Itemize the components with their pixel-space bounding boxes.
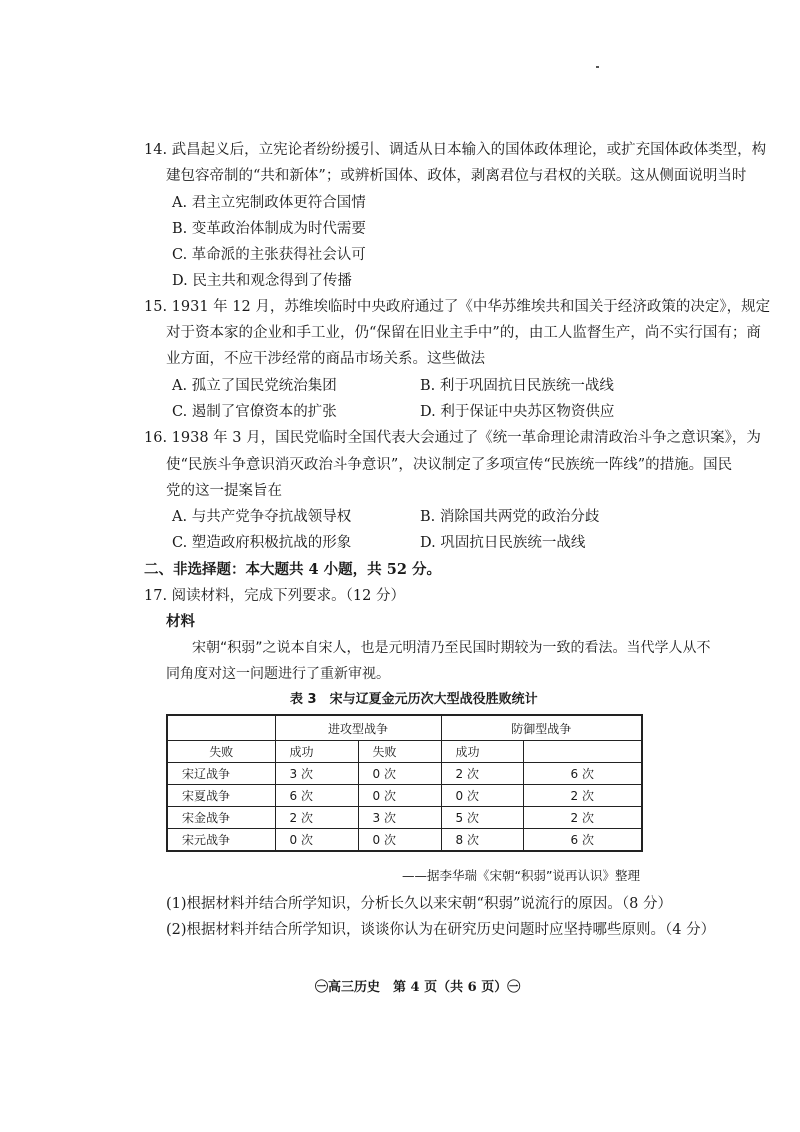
- table-cell: 3 次: [358, 807, 441, 829]
- table-row-name: 宋元战争: [167, 829, 275, 852]
- q14-option-d: D. 民主共和观念得到了传播: [172, 273, 352, 289]
- table-caption: 表 3 宋与辽夏金元历次大型战役胜败统计: [290, 692, 538, 707]
- table-cell: 0 次: [275, 829, 358, 852]
- q17-material-label: 材料: [166, 613, 195, 630]
- table-cell: 6 次: [523, 829, 642, 852]
- q16-option-a: A. 与共产党争夺抗战领导权: [172, 509, 352, 525]
- q16-option-d: D. 巩固抗日民族统一战线: [420, 535, 586, 551]
- q16-line-3: 党的这一提案旨在: [166, 483, 282, 499]
- table-row-name: 宋金战争: [167, 807, 275, 829]
- battle-stats-table: [166, 714, 643, 852]
- table-cell: 2 次: [275, 807, 358, 829]
- table-cell: 6 次: [523, 763, 642, 785]
- table-cell: 2 次: [441, 763, 523, 785]
- q16-line-2: 使“民族斗争意识消灭政治斗争意识”，决议制定了多项宣传“民族统一阵线”的措施。国民: [166, 457, 733, 473]
- q14-line-2: 建包容帝制的“共和新体”；或辨析国体、政体，剥离君位与君权的关联。这从侧面说明当时: [166, 168, 747, 184]
- table-cell: 0 次: [358, 829, 441, 852]
- table-row-header-label: 失败: [167, 741, 275, 763]
- q16-option-c: C. 塑造政府积极抗战的形象: [172, 535, 352, 551]
- table-row: [167, 785, 642, 807]
- table-cell: 2 次: [523, 785, 642, 807]
- q14-line-1: 14. 武昌起义后，立宪论者纷纷援引、调适从日本输入的国体政体理论，或扩充国体政体类型，构: [144, 142, 767, 158]
- table-sub-header: 成功: [441, 741, 523, 763]
- table-sub-header: [523, 741, 642, 763]
- section-2-heading: 二、非选择题：本大题共 4 小题，共 52 分。: [144, 561, 441, 578]
- q14-option-b: B. 变革政治体制成为时代需要: [172, 221, 366, 237]
- table-sub-header: 成功: [275, 741, 358, 763]
- table-group-header-row: [167, 715, 642, 741]
- q15-line-1: 15. 1931 年 12 月，苏维埃临时中央政府通过了《中华苏维埃共和国关于经济政策的决定》，规定: [144, 299, 771, 315]
- q14-option-c: C. 革命派的主张获得社会认可: [172, 247, 366, 263]
- table-cell: 6 次: [275, 785, 358, 807]
- table-cell: 8 次: [441, 829, 523, 852]
- table-cell: 0 次: [358, 785, 441, 807]
- q15-option-b: B. 利于巩固抗日民族统一战线: [420, 378, 614, 394]
- table-row-name: 宋辽战争: [167, 763, 275, 785]
- q16-line-1: 16. 1938 年 3 月，国民党临时全国代表大会通过了《统一革命理论肃清政治斗争之意识案》，为: [144, 430, 761, 446]
- q15-option-d: D. 利于保证中央苏区物资供应: [420, 404, 615, 420]
- table-row-name: 宋夏战争: [167, 785, 275, 807]
- table-sub-header-row: [167, 741, 642, 763]
- table-cell: 3 次: [275, 763, 358, 785]
- table-cell: 5 次: [441, 807, 523, 829]
- page-footer: ㊀高三历史 第 4 页（共 6 页）㊀: [315, 980, 521, 995]
- table-sub-header: 失败: [358, 741, 441, 763]
- q15-option-c: C. 遏制了官僚资本的扩张: [172, 404, 337, 420]
- table-cell: 2 次: [523, 807, 642, 829]
- q17-subquestion-2: (2)根据材料并结合所学知识，谈谈你认为在研究历史问题时应坚持哪些原则。（4 分）: [166, 922, 716, 938]
- q16-option-b: B. 消除国共两党的政治分歧: [420, 509, 600, 525]
- q14-option-a: A. 君主立宪制政体更符合国情: [172, 195, 366, 211]
- table-row: [167, 807, 642, 829]
- q15-option-a: A. 孤立了国民党统治集团: [172, 378, 337, 394]
- table-header-defensive: 防御型战争: [441, 715, 642, 741]
- table-source-note: ——据李华瑞《宋朝“积弱”说再认识》整理: [402, 868, 640, 883]
- q17-material-line-2: 同角度对这一问题进行了重新审视。: [166, 666, 390, 682]
- scan-speck: [596, 66, 599, 68]
- q17-material-line-1: 宋朝“积弱”之说本自宋人，也是元明清乃至民国时期较为一致的看法。当代学人从不: [192, 640, 711, 656]
- table-cell: 0 次: [358, 763, 441, 785]
- q17-title: 17. 阅读材料，完成下列要求。（12 分）: [144, 588, 405, 604]
- q15-line-3: 业方面，不应干涉经常的商品市场关系。这些做法: [166, 351, 485, 367]
- table-header-offensive: 进攻型战争: [275, 715, 441, 741]
- table-row: [167, 829, 642, 852]
- q17-subquestion-1: (1)根据材料并结合所学知识，分析长久以来宋朝“积弱”说流行的原因。（8 分）: [166, 896, 672, 912]
- table-corner-cell: [167, 715, 275, 741]
- table-cell: 0 次: [441, 785, 523, 807]
- table-row: [167, 763, 642, 785]
- q15-line-2: 对于资本家的企业和手工业，仍“保留在旧业主手中”的，由工人监督生产，尚不实行国有；商: [166, 325, 761, 341]
